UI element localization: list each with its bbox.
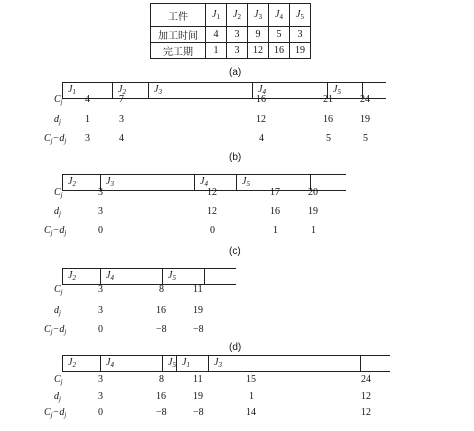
completion-value: 3 xyxy=(98,284,103,295)
row-label-symbol: d xyxy=(54,114,59,125)
completion-value: 3 xyxy=(98,187,103,198)
row-label-subscript: j xyxy=(59,118,61,126)
row-label-subscript: j xyxy=(50,328,53,336)
job-header-5: $J_5$ xyxy=(290,4,311,27)
row-label-completion xyxy=(54,187,63,199)
row-label-subscript: j xyxy=(64,328,67,336)
segment-job-index: 2 xyxy=(72,180,76,188)
processing-time-cell: 5 xyxy=(269,27,290,43)
row-label-lateness xyxy=(44,133,66,145)
job-table-header-label: 工件 xyxy=(151,4,206,27)
timeline-segment xyxy=(208,356,259,371)
segment-label xyxy=(68,357,76,369)
processing-time-row xyxy=(151,27,311,43)
segment-label xyxy=(154,84,162,96)
row-label-symbol: d xyxy=(54,305,59,316)
lateness-value: −8 xyxy=(193,324,204,335)
segment-job-index: 4 xyxy=(262,88,266,96)
completion-value: 11 xyxy=(193,374,203,385)
row-label-symbol: C xyxy=(44,407,51,418)
lateness-value: 12 xyxy=(361,407,371,418)
segment-job-index: 3 xyxy=(158,88,162,96)
timeline-bar xyxy=(62,174,346,191)
segment-job-letter: J xyxy=(168,270,173,281)
completion-value: 20 xyxy=(308,187,318,198)
processing-time-cell: 4 xyxy=(206,27,227,43)
row-label-symbol: C xyxy=(44,324,51,335)
segment-job-letter: J xyxy=(68,357,73,368)
segment-job-letter: J xyxy=(182,357,187,368)
row-label-subscript: j xyxy=(59,309,61,317)
timeline-end-tick xyxy=(204,269,205,284)
lateness-value: 5 xyxy=(363,133,368,144)
timeline-segment xyxy=(62,175,101,190)
due-value: 16 xyxy=(270,206,280,217)
row-label-subscript: j xyxy=(50,411,53,419)
lateness-value: −8 xyxy=(156,324,167,335)
due-value: 16 xyxy=(156,305,166,316)
row-label-due xyxy=(54,305,61,317)
row-label-subscript: j xyxy=(64,411,67,419)
row-label-lateness xyxy=(44,324,66,336)
row-label-symbol: C xyxy=(54,187,61,198)
completion-value: 16 xyxy=(256,94,266,105)
row-label-completion xyxy=(54,284,63,296)
segment-job-letter: J xyxy=(258,84,263,95)
timeline-segment xyxy=(100,356,163,371)
row-label-symbol: C xyxy=(54,284,61,295)
due-value: 19 xyxy=(193,305,203,316)
segment-job-letter: J xyxy=(68,176,73,187)
segment-job-letter: J xyxy=(333,84,338,95)
row-label-symbol: C xyxy=(54,374,61,385)
due-value: 19 xyxy=(193,391,203,402)
row-label-lateness xyxy=(44,225,66,237)
segment-label xyxy=(68,176,76,188)
row-label-completion xyxy=(54,94,63,106)
row-label-due xyxy=(54,391,61,403)
segment-job-letter: J xyxy=(118,84,123,95)
completion-value: 15 xyxy=(246,374,256,385)
lateness-value: −8 xyxy=(156,407,167,418)
lateness-value: 4 xyxy=(259,133,264,144)
timeline-segment xyxy=(176,356,209,371)
due-value: 19 xyxy=(360,114,370,125)
segment-job-index: 3 xyxy=(218,361,222,369)
timeline-segment xyxy=(62,269,101,284)
timeline-segment xyxy=(100,269,163,284)
segment-label xyxy=(182,357,190,369)
completion-value: 11 xyxy=(193,284,203,295)
timeline-segment xyxy=(148,83,253,98)
segment-job-index: 4 xyxy=(110,274,114,282)
row-label-minus-d: −d xyxy=(52,324,65,335)
row-label-subscript: j xyxy=(59,210,61,218)
segment-label xyxy=(214,357,222,369)
timeline-bar xyxy=(62,355,390,372)
completion-value: 7 xyxy=(119,94,124,105)
due-value: 12 xyxy=(256,114,266,125)
row-label-subscript: j xyxy=(60,378,63,386)
lateness-value: 1 xyxy=(273,225,278,236)
row-label-subscript: j xyxy=(50,137,53,145)
row-label-subscript: j xyxy=(59,395,61,403)
row-label-lateness xyxy=(44,407,66,419)
segment-label xyxy=(106,176,114,188)
due-date-row xyxy=(151,43,311,59)
due-value: 12 xyxy=(361,391,371,402)
segment-label xyxy=(333,84,341,96)
row-label-minus-d: −d xyxy=(52,133,65,144)
row-label-minus-d: −d xyxy=(52,225,65,236)
segment-job-letter: J xyxy=(106,176,111,187)
due-value: 3 xyxy=(98,391,103,402)
timeline-bar xyxy=(62,82,386,99)
row-label-symbol: d xyxy=(54,206,59,217)
segment-job-letter: J xyxy=(242,176,247,187)
completion-value: 21 xyxy=(323,94,333,105)
processing-time-cell: 3 xyxy=(227,27,248,43)
segment-job-index: 1 xyxy=(72,88,76,96)
processing-time-cell: 3 xyxy=(290,27,311,43)
due-date-cell: 3 xyxy=(227,43,248,59)
segment-label xyxy=(106,270,114,282)
due-date-cell: 12 xyxy=(248,43,269,59)
row-label-completion xyxy=(54,374,63,386)
job-table xyxy=(150,3,311,59)
due-value: 3 xyxy=(98,206,103,217)
segment-label xyxy=(168,357,176,369)
due-value: 1 xyxy=(249,391,254,402)
caption-a: (a) xyxy=(229,67,242,78)
segment-job-letter: J xyxy=(68,84,73,95)
row-label-symbol: C xyxy=(54,94,61,105)
segment-job-index: 5 xyxy=(246,180,250,188)
lateness-value: 0 xyxy=(98,324,103,335)
row-label-due xyxy=(54,114,61,126)
segment-job-letter: J xyxy=(168,357,173,368)
timeline-segment xyxy=(162,269,177,284)
timeline-segment xyxy=(100,175,195,190)
segment-job-index: 2 xyxy=(72,274,76,282)
due-value: 16 xyxy=(156,391,166,402)
timeline-segment xyxy=(162,356,177,371)
segment-job-index: 4 xyxy=(204,180,208,188)
timeline-segment xyxy=(62,356,101,371)
completion-value: 4 xyxy=(85,94,90,105)
due-value: 1 xyxy=(85,114,90,125)
lateness-value: 0 xyxy=(98,225,103,236)
job-table-header-row xyxy=(151,4,311,27)
due-date-cell: 16 xyxy=(269,43,290,59)
processing-time-label: 加工时间 xyxy=(151,27,206,43)
row-label-subscript: j xyxy=(64,137,67,145)
lateness-value: −8 xyxy=(193,407,204,418)
segment-job-letter: J xyxy=(154,84,159,95)
lateness-value: 5 xyxy=(326,133,331,144)
row-label-subscript: j xyxy=(60,288,63,296)
segment-job-index: 5 xyxy=(172,274,176,282)
row-label-subscript: j xyxy=(60,191,63,199)
segment-job-index: 2 xyxy=(122,88,126,96)
lateness-value: 3 xyxy=(85,133,90,144)
segment-label xyxy=(68,84,76,96)
segment-job-letter: J xyxy=(106,357,111,368)
job-header-1: $J_1$ xyxy=(206,4,227,27)
completion-value: 12 xyxy=(207,187,217,198)
due-date-cell: 1 xyxy=(206,43,227,59)
row-label-minus-d: −d xyxy=(52,407,65,418)
diagram-caption: (b) xyxy=(229,152,242,163)
job-header-2: $J_2$ xyxy=(227,4,248,27)
timeline-segment xyxy=(112,83,149,98)
completion-value: 3 xyxy=(98,374,103,385)
due-value: 3 xyxy=(119,114,124,125)
timeline-bar xyxy=(62,268,236,285)
due-value: 19 xyxy=(308,206,318,217)
row-label-subscript: j xyxy=(50,229,53,237)
due-date-label: 完工期 xyxy=(151,43,206,59)
row-label-subscript: j xyxy=(60,98,63,106)
diagram-caption: (c) xyxy=(229,246,241,257)
segment-label xyxy=(106,357,114,369)
segment-job-letter: J xyxy=(68,270,73,281)
timeline-end-tick xyxy=(360,356,361,371)
segment-job-index: 2 xyxy=(72,361,76,369)
segment-label xyxy=(168,270,176,282)
segment-job-letter: J xyxy=(214,357,219,368)
lateness-value: 1 xyxy=(311,225,316,236)
processing-time-cell: 9 xyxy=(248,27,269,43)
segment-job-index: 4 xyxy=(110,361,114,369)
row-label-subscript: j xyxy=(64,229,67,237)
job-header-4: $J_4$ xyxy=(269,4,290,27)
segment-label xyxy=(242,176,250,188)
row-label-due xyxy=(54,206,61,218)
lateness-value: 4 xyxy=(119,133,124,144)
lateness-value: 14 xyxy=(246,407,256,418)
diagram-caption: (d) xyxy=(229,342,242,353)
completion-value: 24 xyxy=(361,374,371,385)
segment-job-letter: J xyxy=(106,270,111,281)
segment-label xyxy=(68,270,76,282)
due-value: 16 xyxy=(323,114,333,125)
completion-value: 8 xyxy=(159,374,164,385)
segment-job-index: 3 xyxy=(110,180,114,188)
row-label-symbol: C xyxy=(44,225,51,236)
row-label-symbol: C xyxy=(44,133,51,144)
lateness-value: 0 xyxy=(98,407,103,418)
lateness-value: 0 xyxy=(210,225,215,236)
due-value: 3 xyxy=(98,305,103,316)
job-header-3: $J_3$ xyxy=(248,4,269,27)
segment-job-index: 5 xyxy=(172,361,176,369)
completion-value: 8 xyxy=(159,284,164,295)
segment-job-index: 5 xyxy=(337,88,341,96)
completion-value: 17 xyxy=(270,187,280,198)
completion-value: 24 xyxy=(360,94,370,105)
segment-job-letter: J xyxy=(200,176,205,187)
segment-job-index: 1 xyxy=(186,361,190,369)
due-date-cell: 19 xyxy=(290,43,311,59)
due-value: 12 xyxy=(207,206,217,217)
row-label-symbol: d xyxy=(54,391,59,402)
